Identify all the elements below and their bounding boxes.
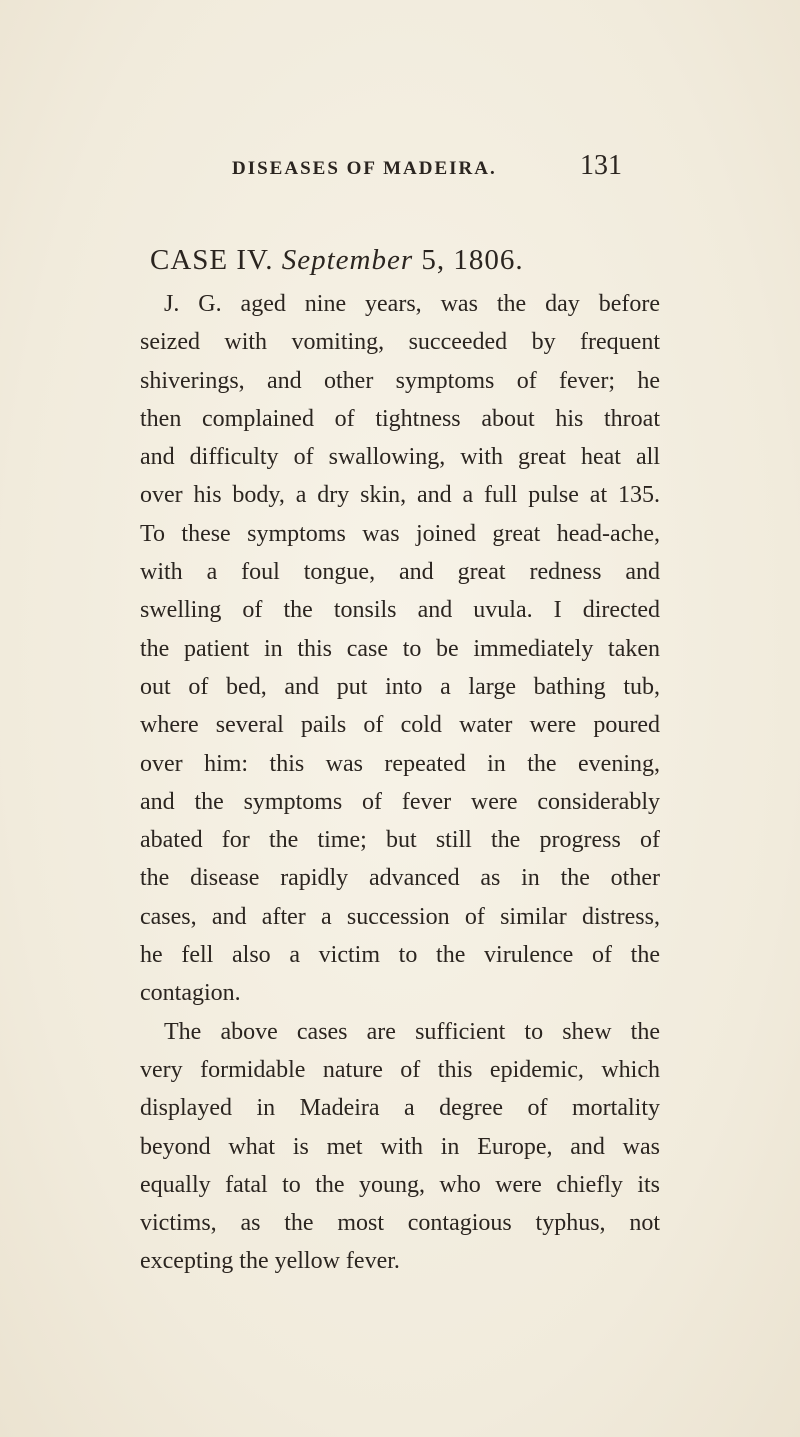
case-date-rest: 5, 1806. [421, 244, 524, 276]
paragraph-case-iv [140, 285, 660, 1013]
text-line: equally fatal to the young, who were chiefly its [140, 1171, 660, 1198]
text-line: over his body, a dry skin, and a full pulse at 135. [140, 482, 660, 509]
text-line: J. G. aged nine years, was the day before [164, 291, 660, 317]
text-line: with a foul tongue, and great redness and [140, 559, 660, 586]
text-line: and the symptoms of fever were considerably [140, 788, 660, 815]
case-heading [150, 244, 524, 277]
text-line: excepting the yellow fever. [140, 1248, 400, 1275]
text-line: shiverings, and other symptoms of fever; he [140, 367, 660, 394]
text-line: seized with vomiting, succeeded by frequent [140, 329, 660, 356]
paragraph-conclusion [140, 1013, 660, 1281]
text-line: The above cases are sufficient to shew the [164, 1018, 660, 1045]
case-label: CASE IV. [150, 244, 274, 276]
text-line: where several pails of cold water were poured [140, 712, 660, 739]
text-line: over him: this was repeated in the evening, [140, 750, 660, 777]
text-line: then complained of tightness about his throat [140, 405, 660, 432]
page-number: 131 [580, 150, 622, 181]
text-line: victims, as the most contagious typhus, not [140, 1210, 660, 1237]
text-line: swelling of the tonsils and uvula. I directed [140, 597, 660, 624]
text-line: contagion. [140, 980, 241, 1007]
text-line: cases, and after a succession of similar distress, [140, 903, 660, 930]
text-line: very formidable nature of this epidemic, which [140, 1056, 660, 1083]
text-line: beyond what is met with in Europe, and was [140, 1133, 660, 1160]
text-line: To these symptoms was joined great head-ache, [140, 520, 660, 547]
text-line: out of bed, and put into a large bathing tub, [140, 673, 660, 700]
text-line: the disease rapidly advanced as in the other [140, 865, 660, 892]
text-line: abated for the time; but still the progress of [140, 827, 660, 854]
text-line: displayed in Madeira a degree of mortality [140, 1095, 660, 1122]
text-line: he fell also a victim to the virulence of the [140, 942, 660, 969]
text-line: the patient in this case to be immediately taken [140, 635, 660, 662]
running-title: DISEASES OF MADEIRA. [232, 158, 497, 179]
text-line: and difficulty of swallowing, with great heat all [140, 444, 660, 471]
running-head [232, 150, 622, 186]
case-date-month: September [281, 244, 414, 276]
body-text [140, 285, 660, 1281]
